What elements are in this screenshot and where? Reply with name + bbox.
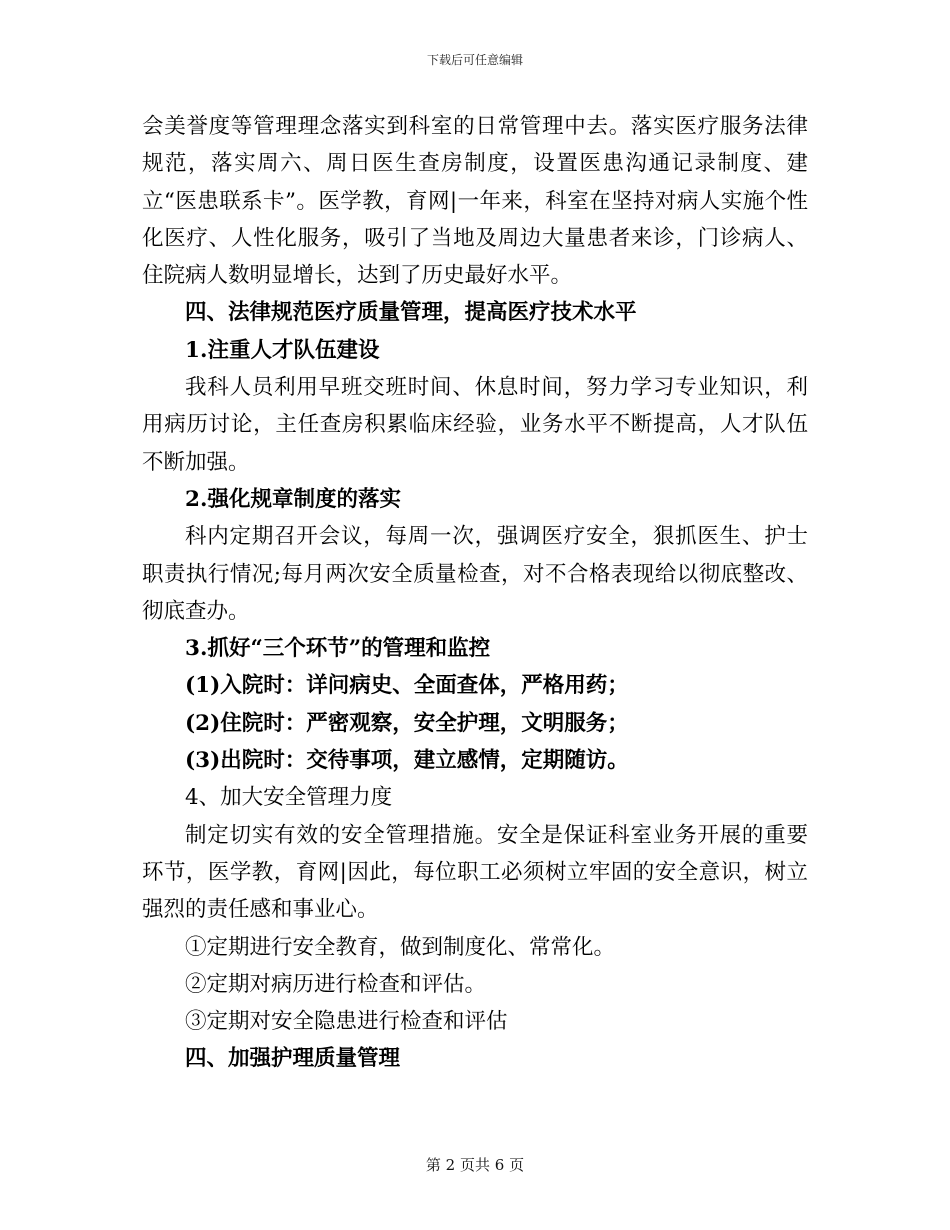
paragraph-safety: 制定切实有效的安全管理措施。安全是保证科室业务开展的重要环节，医学教，育网|因此，每位职工必须树立牢固的安全意识，树立强烈的责任感和事业心。	[142, 822, 808, 923]
list-item-hospitalization: (2)住院时：严密观察，安全护理，文明服务；	[185, 710, 629, 736]
list-item-safety-education: ①定期进行安全教育，做到制度化、常常化。	[185, 934, 616, 960]
subheading-talent-team: 1.注重人才队伍建设	[185, 337, 380, 363]
subheading-safety: 4、加大安全管理力度	[185, 785, 393, 811]
list-item-record-check: ②定期对病历进行检查和评估。	[185, 971, 487, 997]
paragraph-rules: 科内定期召开会议，每周一次，强调医疗安全，狠抓医生、护士职责执行情况;每月两次安全质量检查，对不合格表现给以彻底整改、彻底查办。	[142, 524, 808, 624]
list-item-hazard-check: ③定期对安全隐患进行检查和评估	[185, 1009, 508, 1035]
list-item-discharge: (3)出院时：交待事项，建立感情，定期随访。	[185, 748, 629, 774]
page-header: 下载后可任意编辑	[426, 53, 523, 67]
subheading-three-links: 3.抓好“三个环节”的管理和监控	[185, 636, 491, 662]
paragraph-talent-team: 我科人员利用早班交班时间、休息时间，努力学习专业知识，利用病历讨论，主任查房积累临床经验，业务水平不断提高，人才队伍不断加强。	[142, 375, 808, 475]
document-body	[142, 108, 808, 1078]
section-heading-nursing: 四、加强护理质量管理	[185, 1046, 401, 1072]
section-heading-4: 四、法律规范医疗质量管理，提高医疗技术水平	[185, 300, 637, 326]
page-footer: 第 2 页共 6 页	[425, 1156, 525, 1174]
paragraph-continuation: 会美誉度等管理理念落实到科室的日常管理中去。落实医疗服务法律规范，落实周六、周日医生查房制度，设置医患沟通记录制度、建立“医患联系卡”。医学教，育网|一年来，科室在坚持对病人实施个性化医疗、人性化服务，吸引了当地及周边大量患者来诊，门诊病人、住院病人数明显增长，达到了历史最好水平。	[142, 114, 808, 289]
subheading-rules: 2.强化规章制度的落实	[185, 486, 401, 512]
list-item-admission: (1)入院时：详问病史、全面查体，严格用药；	[185, 673, 629, 699]
